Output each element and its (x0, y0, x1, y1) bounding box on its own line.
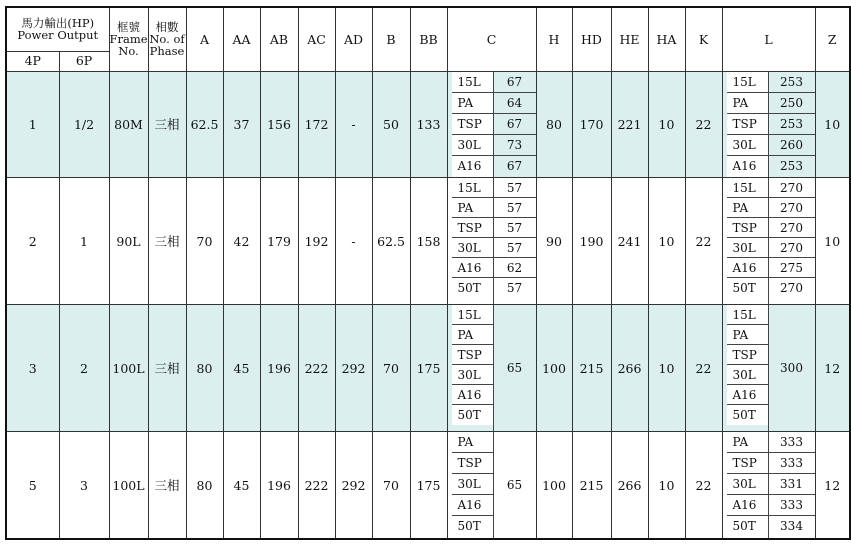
cell-he: 241 (611, 178, 648, 305)
cell-b: 70 (372, 305, 410, 432)
type-label: 50T (727, 516, 768, 537)
cell-ha: 10 (648, 432, 685, 539)
type-label: A16 (727, 156, 768, 177)
col-header-ac: AC (298, 7, 335, 71)
hp-header-zh: 馬力輸出(HP) (21, 16, 95, 31)
frame-header (109, 7, 148, 71)
type-value: 57 (506, 281, 523, 296)
type-value: 333 (769, 453, 815, 474)
type-label: PA (727, 93, 768, 114)
cell-l-types (727, 72, 769, 178)
cell-l (722, 71, 815, 178)
cell-he: 266 (611, 305, 648, 432)
type-label: A16 (727, 495, 768, 516)
phase-header-en: No. of (149, 32, 185, 47)
type-label: TSP (452, 453, 493, 474)
type-label: 50T (452, 405, 493, 425)
type-label: 30L (727, 238, 768, 258)
cell-ac: 192 (298, 178, 335, 305)
col-header-he: HE (611, 7, 648, 71)
col-header-b: B (372, 7, 410, 71)
type-label: 15L (452, 178, 493, 198)
cell-l-types (727, 305, 769, 431)
cell-c-values (494, 72, 536, 178)
cell-phase: 三相 (148, 305, 186, 432)
cell-ac: 222 (298, 305, 335, 432)
cell-aa: 45 (223, 305, 260, 432)
type-value: 57 (494, 238, 536, 258)
cell-h: 100 (536, 432, 572, 539)
col-header-aa: AA (223, 7, 260, 71)
type-label: 50T (452, 278, 493, 298)
type-label: TSP (727, 453, 768, 474)
type-value: 67 (494, 72, 536, 93)
col-header-l: L (722, 7, 815, 71)
cell-l (722, 432, 815, 539)
cell-ha: 10 (648, 305, 685, 432)
type-value: 57 (494, 178, 536, 198)
cell-c (447, 178, 536, 305)
type-label: A16 (452, 495, 493, 516)
cell-c-types (452, 178, 494, 304)
cell-k: 22 (685, 71, 722, 178)
type-value: 57 (494, 198, 536, 218)
type-value: 260 (769, 135, 815, 156)
table-row (6, 178, 850, 305)
cell-c-values (494, 432, 536, 538)
cell-z: 10 (815, 178, 850, 305)
merged-value: 65 (506, 478, 523, 493)
type-label: A16 (452, 385, 493, 405)
cell-l-values (769, 72, 815, 178)
type-value: 333 (769, 432, 815, 453)
type-label: PA (452, 432, 493, 453)
cell-l-types (727, 178, 769, 304)
cell-ad: - (335, 71, 372, 178)
cell-z: 12 (815, 305, 850, 432)
cell-frame: 80M (109, 71, 148, 178)
cell-aa: 42 (223, 178, 260, 305)
cell-aa: 37 (223, 71, 260, 178)
spec-table-wrapper (5, 6, 841, 540)
cell-k: 22 (685, 305, 722, 432)
cell-k: 22 (685, 178, 722, 305)
frame-header-no: No. (118, 44, 139, 59)
cell-c-types (452, 305, 494, 431)
phase-header-phase: Phase (149, 44, 185, 59)
cell-frame: 90L (109, 178, 148, 305)
cell-bb: 133 (410, 71, 447, 178)
cell-hd: 215 (572, 305, 611, 432)
type-label: 30L (452, 365, 493, 385)
phase-header (148, 7, 186, 71)
col-header-z: Z (815, 7, 850, 71)
type-value: 270 (769, 178, 815, 198)
cell-ac: 172 (298, 71, 335, 178)
cell-phase: 三相 (148, 71, 186, 178)
cell-ab: 196 (260, 305, 298, 432)
col-header-k: K (685, 7, 722, 71)
cell-hd: 190 (572, 178, 611, 305)
type-value: 270 (769, 198, 815, 218)
type-value: 250 (769, 93, 815, 114)
type-label: 15L (727, 72, 768, 93)
cell-ac: 222 (298, 432, 335, 539)
type-label: 30L (452, 238, 493, 258)
type-label: 15L (727, 178, 768, 198)
cell-l (722, 178, 815, 305)
type-label: A16 (727, 385, 768, 405)
cell-b: 50 (372, 71, 410, 178)
type-value: 57 (494, 218, 536, 238)
type-label: PA (452, 325, 493, 345)
cell-a: 62.5 (186, 71, 223, 178)
cell-l-values (769, 432, 815, 538)
type-value: 270 (769, 238, 815, 258)
col-header-c: C (447, 7, 536, 71)
cell-h: 90 (536, 178, 572, 305)
cell-phase: 三相 (148, 432, 186, 539)
cell-bb: 175 (410, 305, 447, 432)
cell-b: 62.5 (372, 178, 410, 305)
hp-header (6, 7, 109, 51)
col-header-ad: AD (335, 7, 372, 71)
type-label: PA (727, 198, 768, 218)
type-label: TSP (452, 218, 493, 238)
type-value: 270 (769, 218, 815, 238)
type-label: 15L (727, 305, 768, 325)
type-label: 15L (452, 305, 493, 325)
cell-h: 100 (536, 305, 572, 432)
merged-value: 300 (780, 361, 803, 376)
cell-ab: 196 (260, 432, 298, 539)
type-label: A16 (452, 156, 493, 177)
type-label: 30L (452, 474, 493, 495)
cell-k: 22 (685, 432, 722, 539)
type-value: 73 (494, 135, 536, 156)
cell-4p: 2 (6, 178, 59, 305)
type-label: TSP (452, 345, 493, 365)
col-header-a: A (186, 7, 223, 71)
cell-h: 80 (536, 71, 572, 178)
col-header-hd: HD (572, 7, 611, 71)
type-value: 67 (506, 158, 523, 173)
type-label: TSP (727, 218, 768, 238)
cell-a: 80 (186, 305, 223, 432)
cell-c-types (452, 432, 494, 538)
cell-c-types (452, 72, 494, 178)
cell-6p: 1/2 (59, 71, 109, 178)
type-value: 270 (780, 281, 803, 296)
cell-ad: 292 (335, 432, 372, 539)
cell-he: 266 (611, 432, 648, 539)
type-label: PA (727, 325, 768, 345)
cell-l-types (727, 432, 769, 538)
motor-dimension-table (5, 6, 851, 540)
table-row (6, 71, 850, 178)
cell-ab: 179 (260, 178, 298, 305)
type-label: TSP (727, 114, 768, 135)
type-label: A16 (727, 258, 768, 278)
cell-l (722, 305, 815, 432)
cell-l-values (769, 178, 815, 304)
type-label: 30L (727, 365, 768, 385)
cell-ha: 10 (648, 178, 685, 305)
cell-z: 10 (815, 71, 850, 178)
cell-he: 221 (611, 71, 648, 178)
type-value: 253 (769, 72, 815, 93)
type-label: 50T (727, 405, 768, 425)
cell-c-values (494, 178, 536, 304)
cell-ha: 10 (648, 71, 685, 178)
cell-4p: 3 (6, 305, 59, 432)
cell-l-values (769, 305, 815, 431)
hp-header-en: Power Output (17, 28, 99, 43)
type-label: 30L (452, 135, 493, 156)
merged-value: 65 (506, 361, 523, 376)
cell-bb: 175 (410, 432, 447, 539)
cell-b: 70 (372, 432, 410, 539)
col-header-4p: 4P (6, 51, 59, 71)
cell-ad: - (335, 178, 372, 305)
col-header-ha: HA (648, 7, 685, 71)
cell-hd: 170 (572, 71, 611, 178)
cell-aa: 45 (223, 432, 260, 539)
col-header-bb: BB (410, 7, 447, 71)
type-label: PA (727, 432, 768, 453)
type-label: 50T (727, 278, 768, 298)
type-value: 253 (769, 114, 815, 135)
type-label: TSP (452, 114, 493, 135)
cell-c (447, 71, 536, 178)
type-label: PA (452, 198, 493, 218)
cell-6p: 2 (59, 305, 109, 432)
type-value: 333 (769, 495, 815, 516)
cell-c (447, 305, 536, 432)
table-row (6, 305, 850, 432)
cell-4p: 1 (6, 71, 59, 178)
cell-c-values (494, 305, 536, 431)
type-value: 331 (769, 474, 815, 495)
cell-6p: 3 (59, 432, 109, 539)
cell-c (447, 432, 536, 539)
type-label: 30L (727, 474, 768, 495)
frame-header-en: Frame (109, 32, 148, 47)
type-label: TSP (727, 345, 768, 365)
col-header-6p: 6P (59, 51, 109, 71)
type-label: 50T (452, 516, 493, 537)
cell-phase: 三相 (148, 178, 186, 305)
type-value: 253 (780, 158, 803, 173)
col-header-ab: AB (260, 7, 298, 71)
cell-bb: 158 (410, 178, 447, 305)
cell-z: 12 (815, 432, 850, 539)
cell-frame: 100L (109, 305, 148, 432)
type-label: 30L (727, 135, 768, 156)
col-header-h: H (536, 7, 572, 71)
type-value: 334 (780, 519, 803, 534)
cell-a: 70 (186, 178, 223, 305)
table-row (6, 432, 850, 539)
cell-4p: 5 (6, 432, 59, 539)
type-label: PA (452, 93, 493, 114)
type-value: 64 (494, 93, 536, 114)
type-value: 67 (494, 114, 536, 135)
cell-a: 80 (186, 432, 223, 539)
cell-ab: 156 (260, 71, 298, 178)
type-label: A16 (452, 258, 493, 278)
phase-header-zh: 相數 (155, 20, 179, 35)
cell-hd: 215 (572, 432, 611, 539)
type-value: 275 (769, 258, 815, 278)
cell-ad: 292 (335, 305, 372, 432)
cell-frame: 100L (109, 432, 148, 539)
type-label: 15L (452, 72, 493, 93)
frame-header-zh: 框號 (117, 20, 140, 35)
type-value: 62 (494, 258, 536, 278)
cell-6p: 1 (59, 178, 109, 305)
